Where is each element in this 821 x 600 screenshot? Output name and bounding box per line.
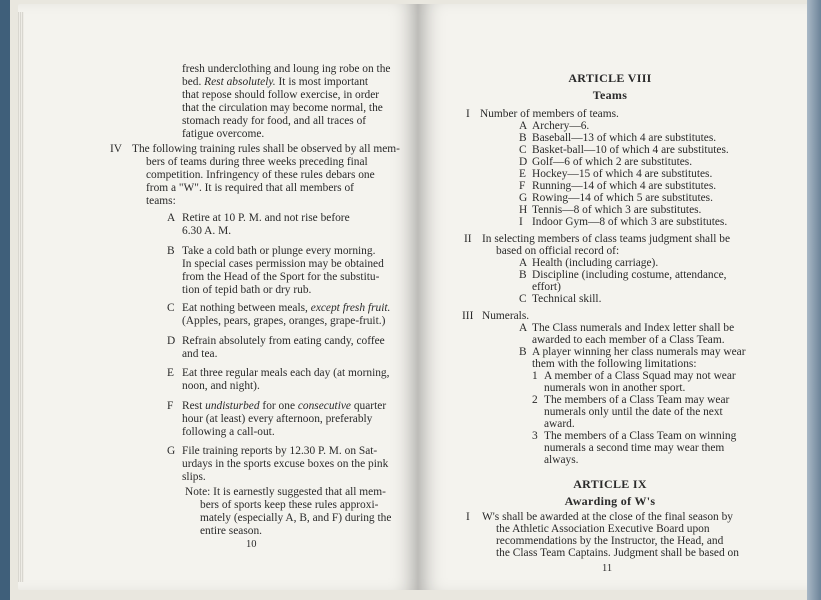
rule-b-line-3: from the Head of the Sport for the substitu- bbox=[182, 271, 380, 283]
s3-b-letter: B bbox=[519, 346, 527, 358]
left-page bbox=[18, 4, 418, 590]
article-viii-subtitle: Teams bbox=[592, 88, 628, 102]
rule-g-line-2: urdays in the sports excuse boxes on the pink bbox=[182, 458, 389, 470]
team-c-text: Basket-ball—10 of which 4 are substitutes. bbox=[532, 144, 729, 156]
team-h-letter: H bbox=[519, 204, 528, 216]
note-line-2: bers of sports keep these rules approxi- bbox=[200, 499, 379, 511]
section-iv-line-2: bers of teams during three weeks preceding final bbox=[146, 156, 368, 168]
a9-line-2: the Athletic Association Executive Board upon bbox=[496, 523, 710, 535]
rule-a-line-1: Retire at 10 P. M. and not rise before bbox=[182, 212, 350, 224]
team-f-letter: F bbox=[519, 180, 526, 192]
rule-d-line-2: and tea. bbox=[182, 348, 218, 360]
s2-b-line-2: effort) bbox=[532, 281, 561, 293]
team-b-letter: B bbox=[519, 132, 527, 144]
rule-b-letter: B bbox=[167, 245, 175, 257]
s3-numeral: III bbox=[462, 310, 474, 322]
s2-line-2: based on official record of: bbox=[496, 245, 620, 257]
article-ix-subtitle: Awarding of W's bbox=[564, 494, 656, 508]
s3-sub-2-num: 2 bbox=[532, 394, 538, 406]
s2-c-letter: C bbox=[519, 293, 527, 305]
s3-b-line-2: them with the following limitations: bbox=[532, 358, 697, 370]
article-viii-title: ARTICLE VIII bbox=[568, 71, 652, 85]
s3-text: Numerals. bbox=[482, 310, 530, 322]
s2-line-1: In selecting members of class teams judgment shall be bbox=[482, 233, 730, 245]
s3-b-line-1: A player winning her class numerals may wear bbox=[532, 346, 746, 358]
intro-line-5: stomach ready for food, and all traces of bbox=[182, 115, 367, 127]
section-numeral-iv: IV bbox=[110, 143, 123, 155]
s3-sub-1-num: 1 bbox=[532, 370, 538, 382]
team-c-letter: C bbox=[519, 144, 527, 156]
rule-g-line-3: slips. bbox=[182, 471, 206, 483]
team-f-text: Running—14 of which 4 are substitutes. bbox=[532, 180, 717, 192]
rule-d-letter: D bbox=[167, 335, 176, 347]
section-iv-line-5: teams: bbox=[146, 195, 176, 207]
note-line-1: Note: It is earnestly suggested that all mem- bbox=[185, 486, 386, 498]
team-i-text: Indoor Gym—8 of which 3 are substitutes. bbox=[532, 216, 728, 228]
s1-numeral: I bbox=[466, 108, 470, 120]
rule-a-letter: A bbox=[167, 212, 176, 224]
team-b-text: Baseball—13 of which 4 are substitutes. bbox=[532, 132, 717, 144]
rule-c-letter: C bbox=[167, 302, 175, 314]
intro-line-4: that the circulation may become normal, the bbox=[182, 102, 383, 114]
s3-sub-2-line-3: award. bbox=[544, 418, 575, 430]
s2-b-letter: B bbox=[519, 269, 527, 281]
team-e-letter: E bbox=[519, 168, 526, 180]
rule-b-line-1: Take a cold bath or plunge every morning. bbox=[182, 245, 376, 257]
a9-line-4: the Class Team Captains. Judgment shall be based on bbox=[496, 547, 739, 559]
s3-sub-2-line-2: numerals only until the date of the next bbox=[544, 406, 723, 418]
rule-f-letter: F bbox=[167, 400, 174, 412]
s3-sub-1-line-1: A member of a Class Squad may not wear bbox=[544, 370, 736, 382]
note-line-4: entire season. bbox=[200, 525, 262, 537]
section-iv-line-1: The following training rules shall be observed by all mem- bbox=[132, 143, 400, 155]
s3-sub-2-line-1: The members of a Class Team may wear bbox=[544, 394, 730, 406]
rule-f-line-2: hour (at least) every afternoon, preferably bbox=[182, 413, 373, 425]
a9-numeral: I bbox=[466, 511, 470, 523]
page-number-right: 11 bbox=[602, 563, 613, 574]
team-g-text: Rowing—14 of which 5 are substitutes. bbox=[532, 192, 713, 204]
section-iv-line-3: competition. Infringency of these rules debars one bbox=[146, 169, 375, 181]
article-ix-title: ARTICLE IX bbox=[573, 477, 647, 491]
rule-d-line-1: Refrain absolutely from eating candy, coffee bbox=[182, 335, 385, 347]
team-a-text: Archery—6. bbox=[532, 120, 590, 132]
team-e-text: Hockey—15 of which 4 are substitutes. bbox=[532, 168, 713, 180]
note-line-3: mately (especially A, B, and F) during the bbox=[200, 512, 392, 524]
team-g-letter: G bbox=[519, 192, 528, 204]
s3-sub-3-line-2: numerals a second time may wear them bbox=[544, 442, 725, 454]
page-number-left: 10 bbox=[246, 539, 257, 550]
s3-a-line-1: The Class numerals and Index letter shall be bbox=[532, 322, 735, 334]
rule-f-line-3: following a call-out. bbox=[182, 426, 275, 438]
s3-sub-3-line-3: always. bbox=[544, 454, 579, 466]
intro-line-6: fatigue overcome. bbox=[182, 128, 265, 140]
rule-e-line-2: noon, and night). bbox=[182, 380, 260, 392]
rule-g-letter: G bbox=[167, 445, 176, 457]
page-edges bbox=[18, 12, 24, 582]
s3-sub-3-line-1: The members of a Class Team on winning bbox=[544, 430, 737, 442]
intro-line-3: that repose should follow exercise, in order bbox=[182, 89, 380, 101]
rule-f-line-1: Rest undisturbed for one consecutive quarter bbox=[182, 400, 387, 412]
s3-a-letter: A bbox=[519, 322, 528, 334]
intro-line-2: bed. Rest absolutely. It is most important bbox=[182, 76, 369, 88]
team-a-letter: A bbox=[519, 120, 528, 132]
book-spread bbox=[10, 0, 821, 600]
s3-sub-3-num: 3 bbox=[532, 430, 538, 442]
rule-g-line-1: File training reports by 12.30 P. M. on Sat- bbox=[182, 445, 378, 457]
team-d-letter: D bbox=[519, 156, 528, 168]
right-page bbox=[418, 4, 816, 590]
a9-line-3: recommendations by the Instructor, the Head, and bbox=[496, 535, 724, 547]
rule-c-line-2: (Apples, pears, grapes, oranges, grape-fruit.) bbox=[182, 315, 386, 327]
rule-e-letter: E bbox=[167, 367, 174, 379]
intro-line-1: fresh underclothing and loung ing robe on the bbox=[182, 63, 391, 75]
rule-b-line-2: In special cases permission may be obtained bbox=[182, 258, 384, 270]
a9-line-1: W's shall be awarded at the close of the final season by bbox=[482, 511, 733, 523]
s2-a-letter: A bbox=[519, 257, 528, 269]
s2-b-line-1: Discipline (including costume, attendance, bbox=[532, 269, 727, 281]
s3-a-line-2: awarded to each member of a Class Team. bbox=[532, 334, 725, 346]
s1-text: Number of members of teams. bbox=[480, 108, 619, 120]
rule-e-line-1: Eat three regular meals each day (at morning, bbox=[182, 367, 390, 379]
rule-a-line-2: 6.30 A. M. bbox=[182, 225, 232, 237]
team-d-text: Golf—6 of which 2 are substitutes. bbox=[532, 156, 693, 168]
team-h-text: Tennis—8 of which 3 are substitutes. bbox=[532, 204, 702, 216]
s3-sub-1-line-2: numerals won in another sport. bbox=[544, 382, 686, 394]
s2-c-text: Technical skill. bbox=[532, 293, 602, 305]
s2-numeral: II bbox=[464, 233, 472, 245]
s2-a-text: Health (including carriage). bbox=[532, 257, 659, 269]
background-edge bbox=[807, 0, 821, 600]
team-i-letter: I bbox=[519, 216, 523, 228]
rule-b-line-4: tion of tepid bath or dry rub. bbox=[182, 284, 312, 296]
section-iv-line-4: from a "W". It is required that all members of bbox=[146, 182, 354, 194]
rule-c-line-1: Eat nothing between meals, except fresh fruit. bbox=[182, 302, 391, 314]
